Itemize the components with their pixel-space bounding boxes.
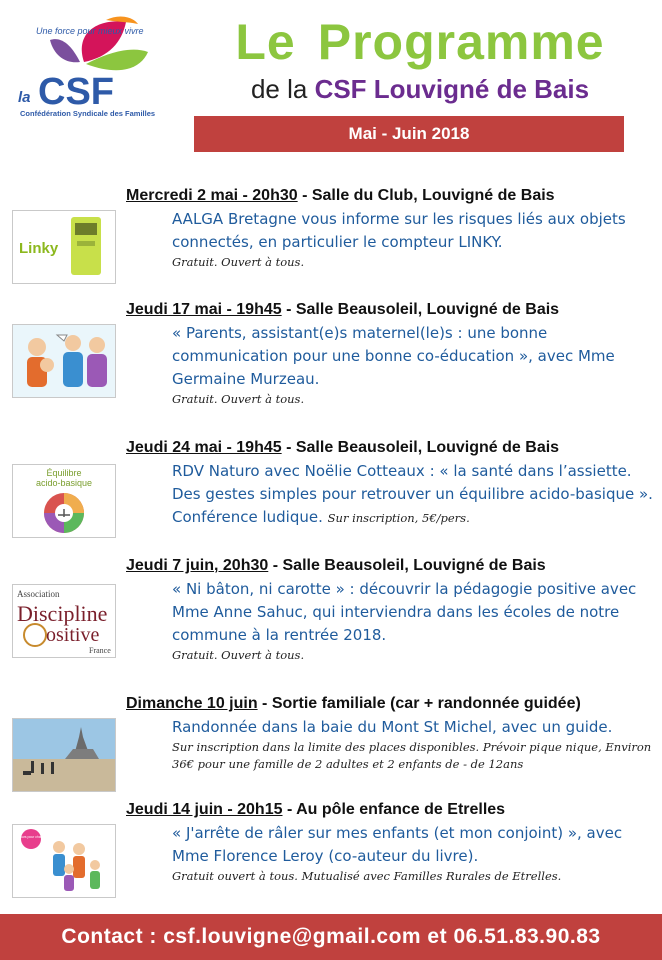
acid-base-balance-icon <box>12 464 116 538</box>
linky-label: Linky <box>19 240 59 257</box>
page-subtitle <box>200 72 640 106</box>
discipline-positive-logo <box>12 584 116 658</box>
event-description <box>172 322 660 408</box>
event-date: Jeudi 17 mai - 19h45 <box>126 301 282 318</box>
event-place: - Au pôle enfance de Etrelles <box>282 801 506 818</box>
event-note: Gratuit ouvert à tous. Mutualisé avec Familles Rurales de Etrelles. <box>172 869 562 883</box>
logo-subtitle: Confédération Syndicale des Familles <box>20 109 156 118</box>
event-place: - Salle Beausoleil, Louvigné de Bais <box>281 301 560 318</box>
page-title-word2: Programme <box>317 14 605 70</box>
event-heading <box>126 556 546 576</box>
mont-saint-michel-photo <box>12 718 116 792</box>
event-description <box>172 578 660 664</box>
event-place: - Salle du Club, Louvigné de Bais <box>297 187 555 204</box>
event-note: Gratuit. Ouvert à tous. <box>172 392 305 406</box>
event-description-text: Randonnée dans la baie du Mont St Michel, avec un guide. <box>172 718 613 736</box>
event-note: Gratuit. Ouvert à tous. <box>172 648 305 662</box>
event-date: Jeudi 14 juin - 20h15 <box>126 801 283 818</box>
subtitle-prefix: de la <box>250 74 308 104</box>
event-heading <box>126 300 559 320</box>
dp-association: Association <box>17 589 60 599</box>
subtitle-org: CSF Louvigné de Bais <box>314 74 590 104</box>
event-place: - Salle Beausoleil, Louvigné de Bais <box>268 557 546 574</box>
dp-positive: ositive <box>46 624 100 646</box>
page-title <box>200 14 640 70</box>
period-banner: Mai - Juin 2018 <box>194 116 624 152</box>
event-date: Dimanche 10 juin <box>126 695 258 712</box>
event-description-text: « J'arrête de râler sur mes enfants (et mon conjoint) », avec Mme Florence Leroy (co-auteur du livre). <box>172 824 623 865</box>
event-description <box>172 822 660 885</box>
event-description-text: « Ni bâton, ni carotte » : découvrir la pédagogie positive avec Mme Anne Sahuc, qui interviendra dans les écoles de notre commune à la rentrée 2018. <box>172 580 637 644</box>
parents-illustration-icon <box>12 324 116 398</box>
logo-la: la <box>18 89 31 106</box>
event-description <box>172 460 660 530</box>
event-description <box>172 716 660 773</box>
event-note: Sur inscription, 5€/pers. <box>327 511 470 525</box>
book-cover-icon <box>12 824 116 898</box>
event-description-text: AALGA Bretagne vous informe sur les risques liés aux objets connectés, en particulier le compteur LINKY. <box>172 210 626 251</box>
acid-base-label-2: acido-basique <box>35 478 93 488</box>
event-place: - Salle Beausoleil, Louvigné de Bais <box>281 439 560 456</box>
contact-bar: Contact : csf.louvigne@gmail.com et 06.51.83.90.83 <box>0 914 662 960</box>
book-badge-text: 21 jours pour changer <box>14 835 48 839</box>
event-description <box>172 208 660 271</box>
page-title-word1: Le <box>235 14 296 70</box>
event-date: Jeudi 7 juin, 20h30 <box>126 557 269 574</box>
event-heading <box>126 438 559 458</box>
event-date: Jeudi 24 mai - 19h45 <box>126 439 282 456</box>
dp-discipline: Discipline <box>17 601 108 626</box>
event-heading <box>126 800 505 820</box>
logo-tagline: Une force pour mieux vivre <box>36 26 144 36</box>
event-note: Sur inscription dans la limite des places disponibles. Prévoir pique nique, Environ 36€ pour une famille de 2 adultes et 2 enfants de - de 12ans <box>172 740 652 771</box>
event-description-text: « Parents, assistant(e)s maternel(le)s : une bonne communication pour une bonne co-éducation », avec Mme Germaine Murzeau. <box>172 324 615 388</box>
event-description-text: RDV Naturo avec Noëlie Cotteaux : « la santé dans l’assiette. Des gestes simples pour retrouver un équilibre acido-basique ». Conférence ludique. <box>172 462 653 526</box>
csf-logo-graphic <box>14 12 164 120</box>
event-place: - Sortie familiale (car + randonnée guidée) <box>257 695 581 712</box>
csf-logo <box>14 12 164 120</box>
event-note: Gratuit. Ouvert à tous. <box>172 255 305 269</box>
event-heading <box>126 694 581 714</box>
acid-base-label-1: Équilibre <box>46 468 82 478</box>
logo-csf: CSF <box>38 71 114 113</box>
linky-meter-icon <box>12 210 116 284</box>
dp-france: France <box>89 646 111 655</box>
event-date: Mercredi 2 mai - 20h30 <box>126 187 298 204</box>
event-heading <box>126 186 555 206</box>
